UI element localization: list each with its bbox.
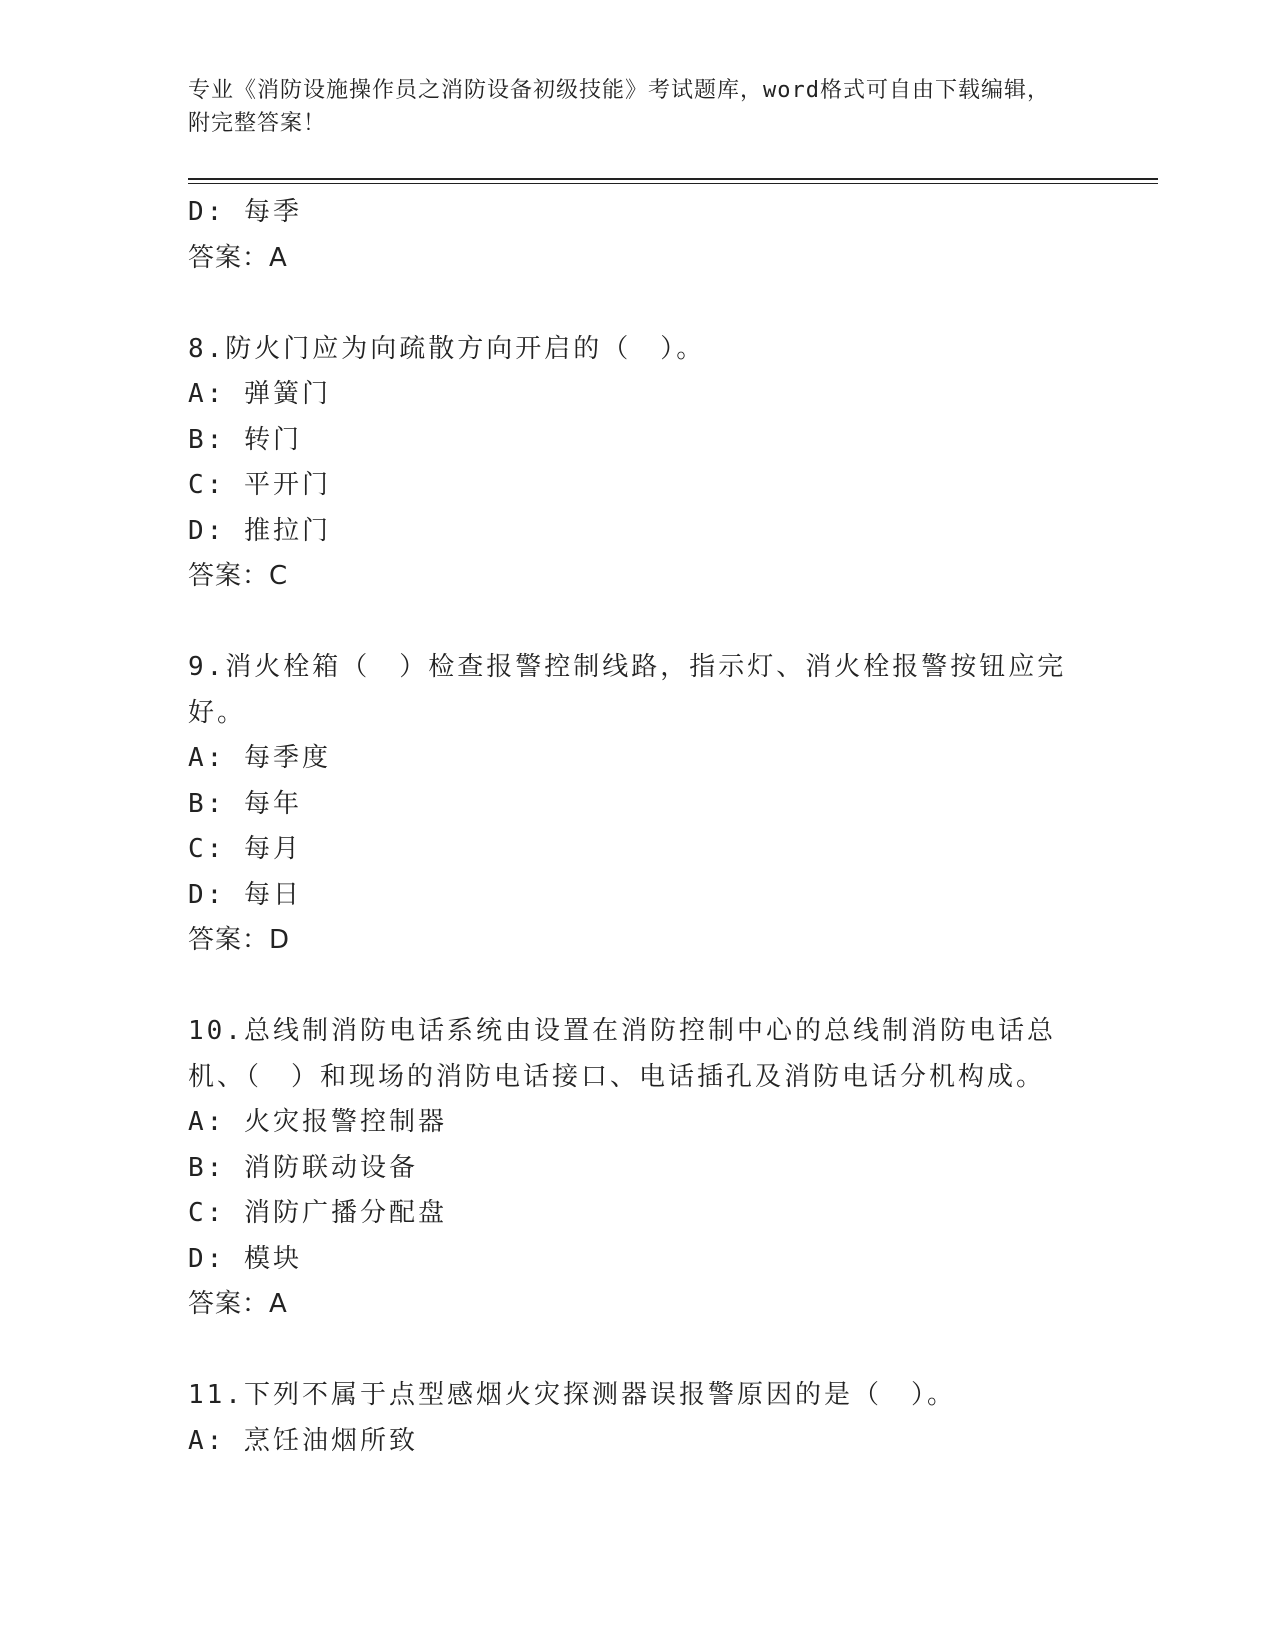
option-b: B: 消防联动设备 [188,1152,418,1183]
answer: 答案：D [188,925,291,955]
header-rule-thin [188,183,1158,184]
option-c: C: 每月 [188,834,302,864]
document-header: 专业《消防设施操作员之消防设备初级技能》考试题库，word格式可自由下载编辑，附完整答案！ [188,78,1050,136]
prev-answer: 答案：A [188,242,288,273]
header-rule-thick [188,178,1158,180]
option-a: A: 弹簧门 [188,379,331,409]
spacer [188,281,1088,327]
spacer [188,1328,1088,1374]
option-d: D: 推拉门 [188,515,331,546]
question-list [188,190,1088,1464]
option-d: D: 每日 [188,879,302,910]
option-b: B: 转门 [188,424,302,455]
spacer [188,964,1088,1010]
option-a: A: 烹饪油烟所致 [188,1425,418,1456]
question-11 [188,1373,1088,1464]
spacer [188,600,1088,646]
question-10 [188,1009,1088,1328]
option-d: D: 模块 [188,1243,302,1274]
option-c: C: 平开门 [188,470,331,500]
question-stem: 8.防火门应为向疏散方向开启的（ ）。 [188,333,706,364]
option-b: B: 每年 [188,788,302,819]
question-9 [188,645,1088,964]
prev-option-d: D: 每季 [188,197,302,227]
question-stem: 9.消火栓箱（ ）检查报警控制线路，指示灯、消火栓报警按钮应完好。 [188,652,1067,728]
question-8 [188,327,1088,600]
option-a: A: 每季度 [188,743,331,773]
answer: 答案：C [188,561,289,591]
question-stem: 10.总线制消防电话系统由设置在消防控制中心的总线制消防电话总机、（ ）和现场的消防电话接口、电话插孔及消防电话分机构成。 [188,1016,1056,1092]
option-c: C: 消防广播分配盘 [188,1198,447,1228]
option-a: A: 火灾报警控制器 [188,1107,447,1137]
answer: 答案：A [188,1289,288,1319]
question-stem: 11.下列不属于点型感烟火灾探测器误报警原因的是（ ）。 [188,1380,956,1410]
